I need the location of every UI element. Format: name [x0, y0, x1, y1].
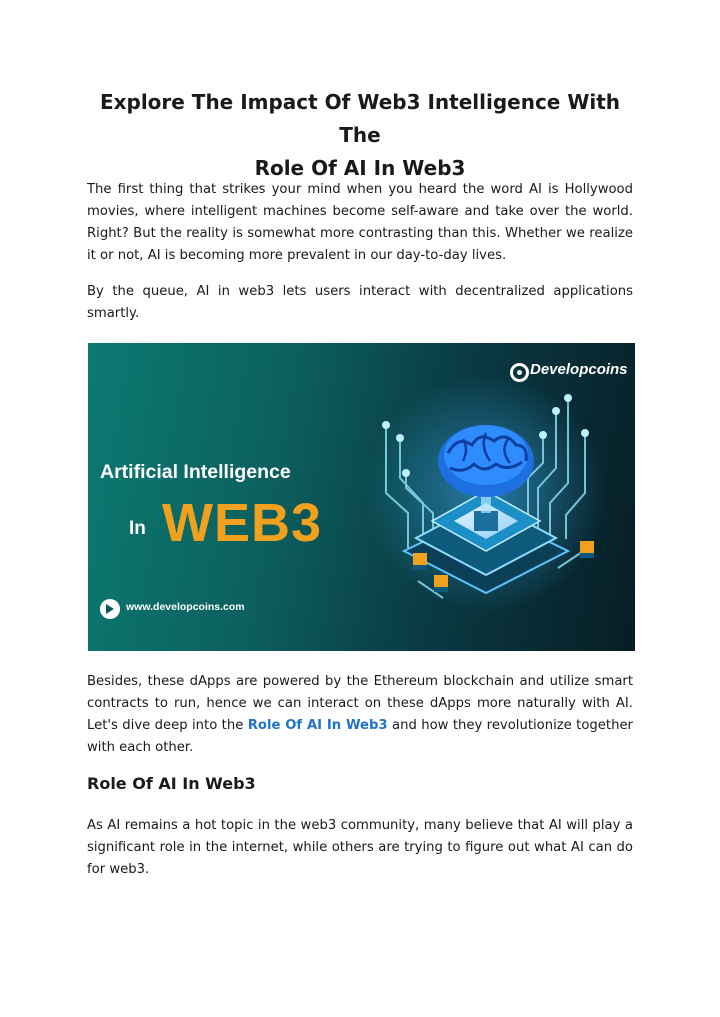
title-line-1: Explore The Impact Of Web3 Intelligence With The — [99, 90, 621, 147]
dapps-paragraph — [87, 671, 633, 759]
section-heading: Role Of AI In Web3 — [87, 774, 256, 793]
role-of-ai-link[interactable]: Role Of AI In Web3 — [247, 718, 388, 733]
dapps-paragraph-text-end: and how they revolutionize together with each other. — [87, 718, 633, 755]
title-line-2: Role Of AI In Web3 — [254, 156, 466, 180]
dapps-paragraph-text-start: Besides, these dApps are powered by the Ethereum blockchain and utilize smart contracts to run, hence we can interact on these dApps more naturally with AI. Let's dive deep into the — [87, 674, 633, 733]
developcoins-logo-icon — [510, 363, 529, 382]
brain-graphic — [438, 425, 534, 497]
developcoins-logo-text: Developcoins — [530, 361, 628, 378]
queue-paragraph: By the queue, AI in web3 lets users interact with decentralized applications smartly. — [87, 284, 633, 321]
hero-banner-image — [88, 343, 635, 651]
banner-heading: Artificial Intelligence — [100, 461, 291, 483]
intro-paragraph: The first thing that strikes your mind when you heard the word AI is Hollywood movies, where intelligent machines become self-aware and take over the world. Right? But the reality is somewhat more contrasting than this. Whether we realize it or not, AI is becoming more prevalent in our day-to-day lives. — [87, 182, 633, 263]
banner-website-url: www.developcoins.com — [126, 601, 245, 613]
play-arrow-icon — [100, 599, 120, 619]
role-paragraph: As AI remains a hot topic in the web3 community, many believe that AI will play a significant role in the internet, while others are trying to figure out what AI can do for web3. — [87, 818, 633, 877]
banner-in-word: In — [129, 518, 146, 539]
banner-web3-word: WEB3 — [162, 493, 323, 553]
page-title — [80, 86, 640, 185]
